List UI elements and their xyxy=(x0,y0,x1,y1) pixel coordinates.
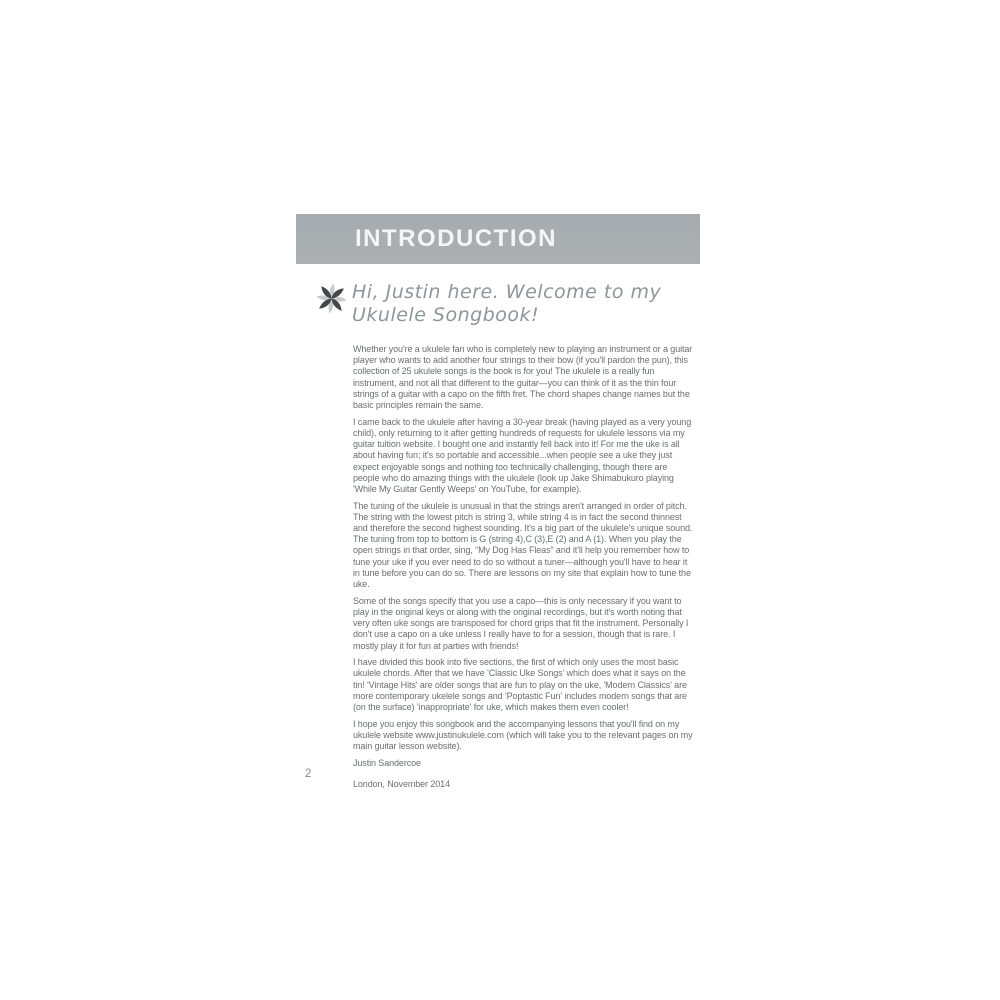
pinwheel-logo-icon xyxy=(315,282,348,315)
page-title: INTRODUCTION xyxy=(355,225,557,252)
body-paragraph: Some of the songs specify that you use a capo—this is only necessary if you want to play in the original keys or along with the original recordings, but it's worth noting that very often uke songs are transposed for chord grips that fit the instrument. Personally I don't use a capo on a uke unless I really have to for a session, though that is rare. I mostly play it for fun at parties with friends! xyxy=(353,595,689,651)
body-text-column xyxy=(353,344,695,790)
handwritten-greeting xyxy=(352,281,692,327)
body-paragraph: I have divided this book into five sections, the first of which only uses the most basic ukulele chords. After that we have 'Classic Uke Songs' which does what it says on the tin! 'Vintage Hits' are older songs that are fun to play on the uke, 'Modern Classics' are more contemporary ukelele songs and 'Poptastic Fun' includes modern songs that are (on the surface) 'inappropriate' for uke, which makes them even cooler! xyxy=(353,657,687,713)
body-paragraph: I came back to the ukulele after having a 30-year break (having played as a very young child), only returning to it after getting hundreds of requests for ukulele lessons via my guitar tuition website. I bought one and instantly fell back into it! For me the uke is all about having fun; it's so portable and accessible...when people see a uke they just expect enjoyable songs and nothing too technically challenging, though there are people who do amazing things with the ukulele (look up Jake Shimabukuro playing 'While My Guitar Gently Weeps' on YouTube, for example). xyxy=(353,416,692,494)
body-paragraph: Whether you're a ukulele fan who is completely new to playing an instrument or a guitar player who wants to add another four strings to their bow (if you'll pardon the pun), this collection of 25 ukulele songs is the book is for you! The ukulele is a really fun instrument, and not all that different to the guitar—you can think of it as the thin four strings of a guitar with a capo on the fifth fret. The chord shapes change names but the basic principles remain the same. xyxy=(353,344,693,411)
greeting-line-1: Hi, Justin here. Welcome to my xyxy=(352,281,662,303)
author-signature: Justin Sandercoe xyxy=(353,757,421,768)
page-number: 2 xyxy=(305,768,312,780)
section-header-bar xyxy=(296,214,700,264)
body-paragraph: I hope you enjoy this songbook and the accompanying lessons that you'll find on my ukulele website www.justinukulele.com (which will take you to the relevant pages on my main guitar lesson website). xyxy=(353,718,693,752)
dateline: London, November 2014 xyxy=(353,779,450,790)
greeting-line-2: Ukulele Songbook! xyxy=(352,304,540,326)
body-paragraph: The tuning of the ukulele is unusual in that the strings aren't arranged in order of pitch. The string with the lowest pitch is string 3, while string 4 is in fact the second thinnest and therefore the second highest sounding. It's a big part of the ukulele's unique sound. The tuning from top to bottom is G (string 4),C (3),E (2) and A (1). When you play the open strings in that order, sing, “My Dog Has Fleas” and it'll help you remember how to tune your uke if you ever need to do so without a tuner—although you'll have to hear it in tune before you can do so. There are lessons on my site that explain how to tune the uke. xyxy=(353,500,693,590)
